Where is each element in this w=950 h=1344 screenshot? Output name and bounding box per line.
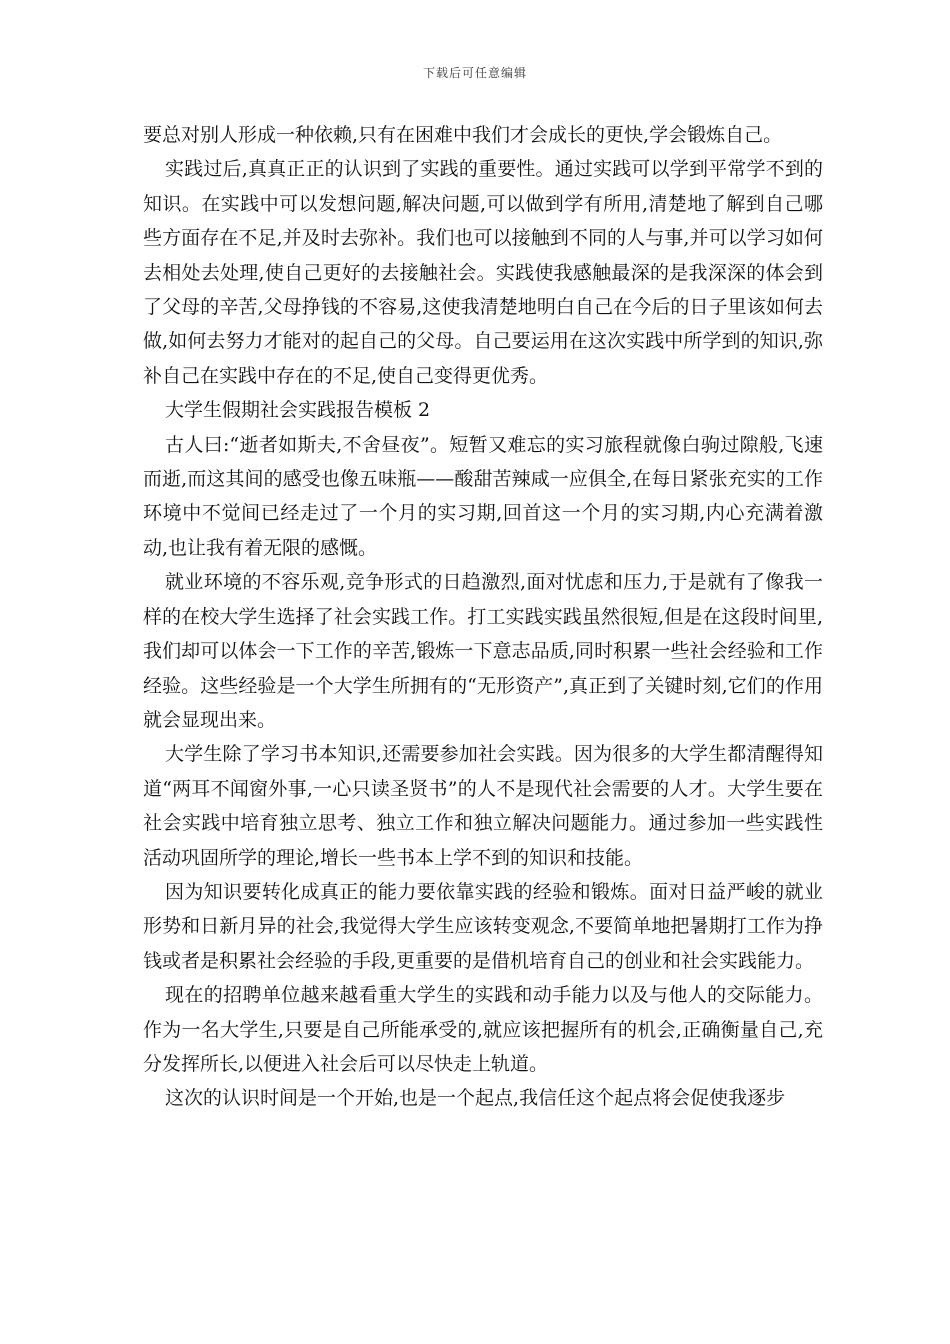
paragraph: 现在的招聘单位越来越看重大学生的实践和动手能力以及与他人的交际能力。作为一名大学生,只要是自己所能承受的,就应该把握所有的机会,正确衡量自己,充分发挥所长,以便进入社会后可以尽快走上轨道。 bbox=[143, 984, 823, 1075]
paragraph: 这次的认识时间是一个开始,也是一个起点,我信任这个起点将会促使我逐步 bbox=[165, 1087, 786, 1110]
paragraph: 古人曰:“逝者如斯夫,不舍昼夜”。短暂又难忘的实习旅程就像白驹过隙般,飞速而逝,而这其间的感受也像五味瓶——酸甜苦辣咸一应俱全,在每日紧张充实的工作环境中不觉间已经走过了一个月的实习期,回首这一个月的实习期,内心充满着激动,也让我有着无限的感慨。 bbox=[143, 433, 823, 559]
paragraph: 大学生除了学习书本知识,还需要参加社会实践。因为很多的大学生都清醒得知道“两耳不闻窗外事,一心只读圣贤书”的人不是现代社会需要的人才。大学生要在社会实践中培育独立思考、独立工作和独立解决问题能力。通过参加一些实践性活动巩固所学的理论,增长一些书本上学不到的知识和技能。 bbox=[143, 743, 823, 869]
paragraph: 就业环境的不容乐观,竞争形式的日趋激烈,面对忧虑和压力,于是就有了像我一样的在校大学生选择了社会实践工作。打工实践实践虽然很短,但是在这段时间里,我们却可以体会一下工作的辛苦,锻炼一下意志品质,同时积累一些社会经验和工作经验。这些经验是一个大学生所拥有的“无形资产”,真正到了关键时刻,它们的作用就会显现出来。 bbox=[143, 571, 823, 731]
paragraph: 实践过后,真真正正的认识到了实践的重要性。通过实践可以学到平常学不到的知识。在实践中可以发想问题,解决问题,可以做到学有所用,清楚地了解到自己哪些方面存在不足,并及时去弥补。我们也可以接触到不同的人与事,并可以学习如何去相处去处理,使自己更好的去接触社会。实践使我感触最深的是我深深的体会到了父母的辛苦,父母挣钱的不容易,这使我清楚地明白自己在今后的日子里该如何去做,如何去努力才能对的起自己的父母。自己要运用在这次实践中所学到的知识,弥补自己在实践中存在的不足,使自己变得更优秀。 bbox=[143, 158, 823, 387]
paragraph: 因为知识要转化成真正的能力要依靠实践的经验和锻炼。面对日益严峻的就业形势和日新月异的社会,我觉得大学生应该转变观念,不要简单地把暑期打工作为挣钱或者是积累社会经验的手段,更重要的是借机培育自己的创业和社会实践能力。 bbox=[143, 880, 823, 972]
section-heading: 大学生假期社会实践报告模板 2 bbox=[165, 399, 431, 422]
page-header: 下载后可任意编辑 bbox=[422, 66, 527, 80]
document-body bbox=[143, 118, 823, 1116]
paragraph: 要总对别人形成一种依赖,只有在困难中我们才会成长的更快,学会锻炼自己。 bbox=[143, 124, 783, 146]
